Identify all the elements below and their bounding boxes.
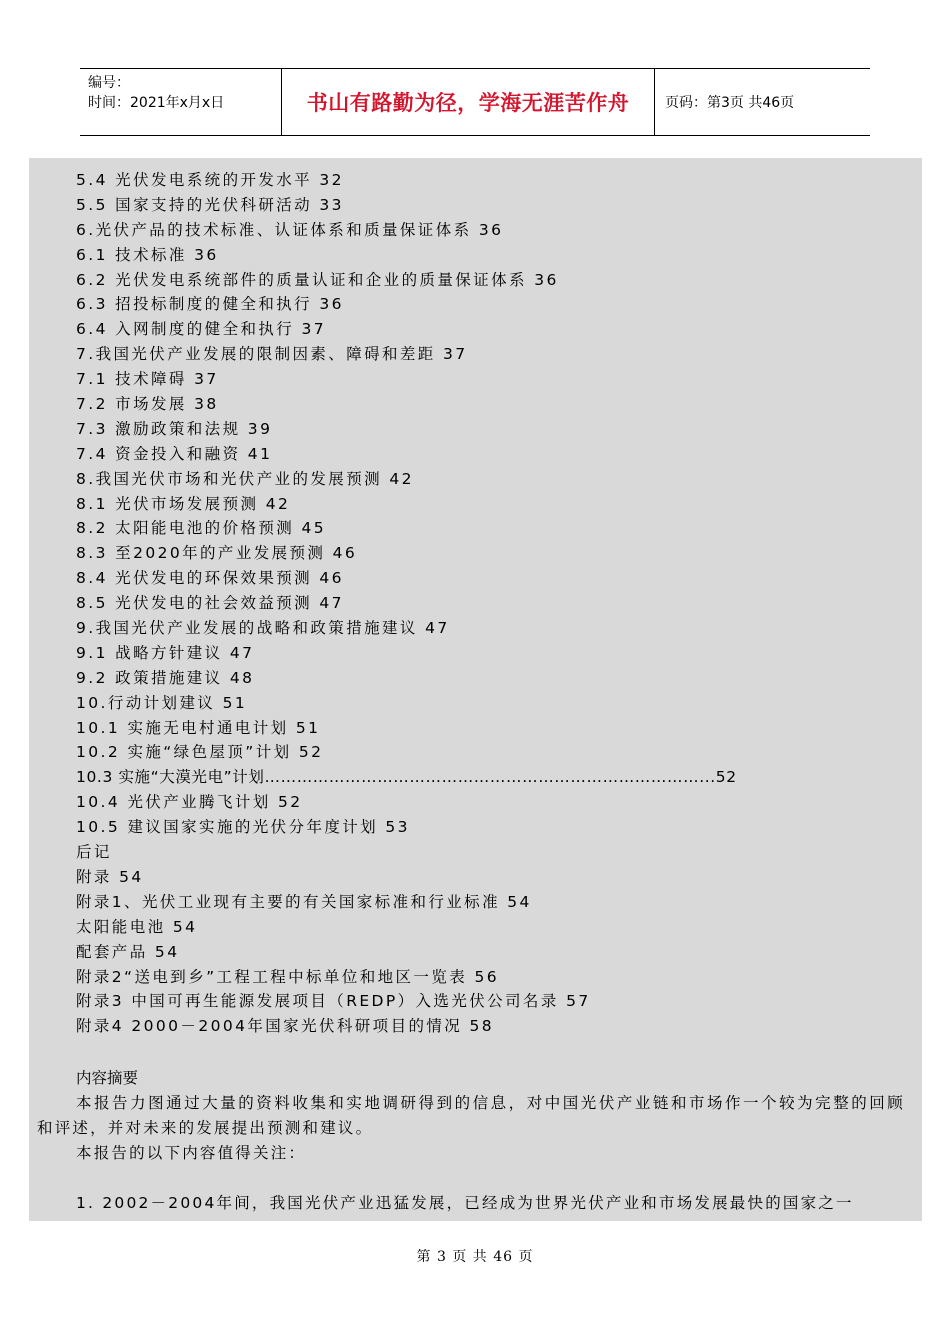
toc-entry: 10.2 实施“绿色屋顶”计划 52 xyxy=(76,743,324,762)
toc-entry: 8.3 至2020年的产业发展预测 46 xyxy=(76,544,358,563)
toc-entry: 6.2 光伏发电系统部件的质量认证和企业的质量保证体系 36 xyxy=(76,270,559,289)
toc-entry: 10.1 实施无电村通电计划 51 xyxy=(76,718,321,737)
toc-entry: 6.3 招投标制度的健全和执行 36 xyxy=(76,295,344,314)
toc-entry: 附录4 2000－2004年国家光伏科研项目的情况 58 xyxy=(76,1017,495,1036)
toc-entry: 8.5 光伏发电的社会效益预测 47 xyxy=(76,594,344,613)
toc-entry: 9.2 政策措施建议 48 xyxy=(76,668,255,687)
toc-entry: 7.4 资金投入和融资 41 xyxy=(76,444,273,463)
toc-entry: 9.我国光伏产业发展的战略和政策措施建议 47 xyxy=(76,619,450,638)
paragraph-gap xyxy=(37,1166,905,1191)
header-motto: 书山有路勤为径，学海无涯苦作舟 xyxy=(282,69,655,135)
toc-entry: 附录3 中国可再生能源发展项目（REDP）入选光伏公司名录 57 xyxy=(76,992,591,1011)
summary-paragraph: 本报告力图通过大量的资料收集和实地调研得到的信息，对中国光伏产业链和市场作一个较为完整的回顾和评述，并对未来的发展提出预测和建议。 xyxy=(37,1093,905,1137)
header-meta-cell xyxy=(80,69,282,135)
document-number-label: 编号： xyxy=(88,75,130,91)
toc-entry: 7.我国光伏产业发展的限制因素、障碍和差距 37 xyxy=(76,345,468,364)
toc-entry: 10.行动计划建议 51 xyxy=(76,693,248,712)
toc-entry: 8.2 太阳能电池的价格预测 45 xyxy=(76,519,327,538)
summary-list-item: 1. 2002－2004年间，我国光伏产业迅猛发展，已经成为世界光伏产业和市场发展最快的国家之一 xyxy=(76,1193,854,1212)
toc-entry: 10.5 建议国家实施的光伏分年度计划 53 xyxy=(76,818,410,837)
toc-entry: 9.1 战略方针建议 47 xyxy=(76,643,255,662)
toc-entry: 8.1 光伏市场发展预测 42 xyxy=(76,494,291,513)
table-of-contents xyxy=(76,168,906,1039)
page-footer: 第 3 页 共 46 页 xyxy=(416,1249,534,1265)
toc-entry: 太阳能电池 54 xyxy=(76,917,198,936)
toc-entry: 6.1 技术标准 36 xyxy=(76,245,219,264)
toc-entry: 6.光伏产品的技术标准、认证体系和质量保证体系 36 xyxy=(76,220,504,239)
toc-entry: 10.3 实施“大漠光电”计划………………………………………………………………………...52 xyxy=(76,768,737,787)
toc-entry: 后记 xyxy=(76,843,112,862)
toc-entry: 7.2 市场发展 38 xyxy=(76,395,219,414)
toc-entry: 6.4 入网制度的健全和执行 37 xyxy=(76,320,327,339)
toc-entry: 配套产品 54 xyxy=(76,942,180,961)
toc-entry: 7.3 激励政策和法规 39 xyxy=(76,419,273,438)
toc-entry: 8.4 光伏发电的环保效果预测 46 xyxy=(76,569,344,588)
summary-paragraph: 本报告的以下内容值得关注： xyxy=(76,1143,307,1162)
toc-entry: 5.5 国家支持的光伏科研活动 33 xyxy=(76,195,344,214)
summary-section xyxy=(37,1066,905,1215)
summary-heading: 内容摘要 xyxy=(76,1069,139,1087)
toc-entry: 附录1、光伏工业现有主要的有关国家标准和行业标准 54 xyxy=(76,892,532,911)
header-page-info: 页码：第3页 共46页 xyxy=(665,95,795,111)
toc-entry: 5.4 光伏发电系统的开发水平 32 xyxy=(76,171,344,189)
toc-entry: 10.4 光伏产业腾飞计划 52 xyxy=(76,793,303,812)
document-time-label: 时间：2021年x月x日 xyxy=(88,95,225,111)
toc-entry: 附录2“送电到乡”工程工程中标单位和地区一览表 56 xyxy=(76,967,499,986)
toc-entry: 附录 54 xyxy=(76,867,144,886)
toc-entry: 8.我国光伏市场和光伏产业的发展预测 42 xyxy=(76,469,414,488)
toc-entry: 7.1 技术障碍 37 xyxy=(76,370,219,389)
document-header xyxy=(80,68,870,136)
